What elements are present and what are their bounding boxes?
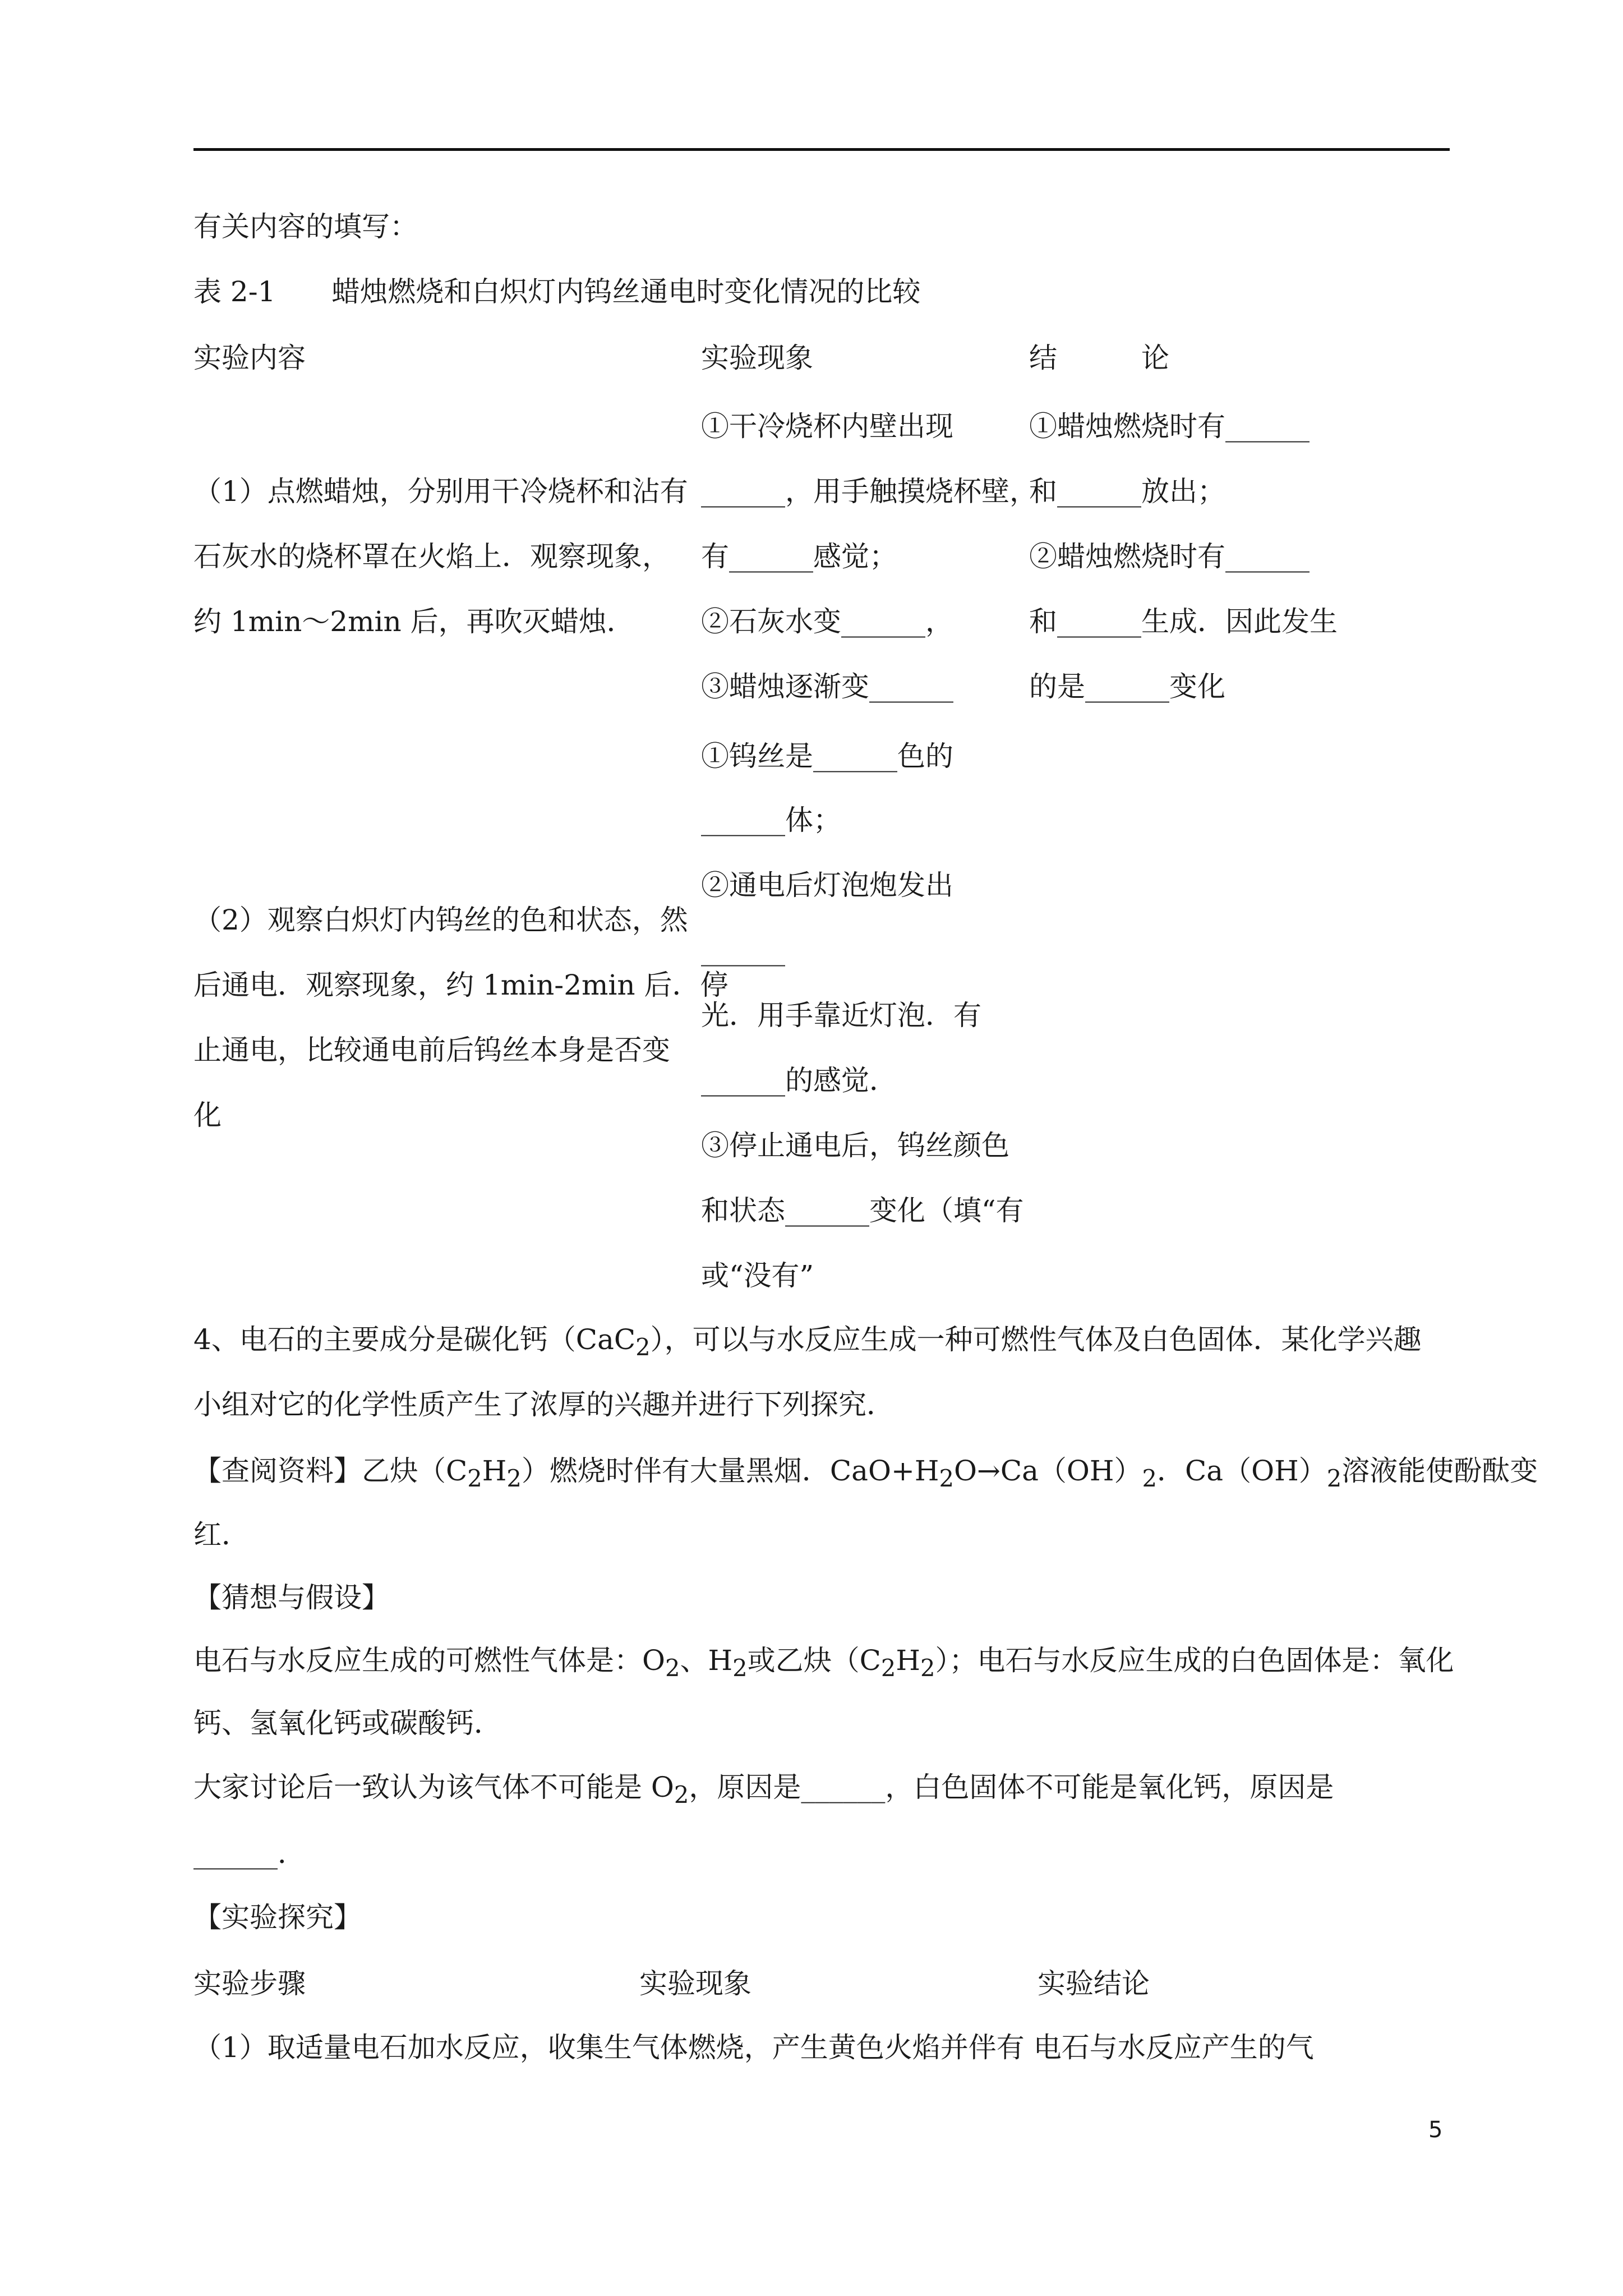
hypothesis-line-2: 钙、氢氧化钙或碳酸钙． [193, 1707, 502, 1740]
reference-line-2: 红． [193, 1519, 250, 1551]
exp-header-conclusion: 实验结论 [1038, 1967, 1150, 2000]
discussion-line-2: ______． [193, 1837, 306, 1870]
row1-phenomenon-line: ②石灰水变______， [701, 605, 953, 638]
row1-phenomenon-line: ③蜡烛逐渐变______ [701, 670, 953, 703]
row2-content-line: （2）观察白炽灯内钨丝的色和状态，然 [193, 904, 688, 936]
row2-phenomenon-line: ______体； [701, 804, 841, 836]
row2-phenomenon-line: 或“没有” [701, 1259, 814, 1292]
header-content: 实验内容 [193, 342, 306, 374]
reference-paragraph: 【查阅资料】乙炔$(C_2H_2)$燃烧时伴有大量黑烟．$CaO+H_2O\to Ca(OH)_2$．$Ca(OH)_2$溶液能使酚酞变 [193, 1455, 1538, 1492]
reference-heading: 【查阅资料】 [193, 1455, 362, 1487]
row1-phenomenon-line: ①干冷烧杯内壁出现 [701, 410, 953, 443]
row2-phenomenon-line: ②通电后灯泡炮发出 [701, 869, 953, 901]
row2-content-line: 化 [193, 1099, 222, 1131]
hypothesis-heading: 【猜想与假设】 [193, 1581, 390, 1614]
experiment-heading: 【实验探究】 [193, 1901, 362, 1934]
intro-text: 有关内容的填写： [193, 210, 418, 243]
exp-row-1: （1）取适量电石加水反应，收集生气体燃烧，产生黄色火焰并伴有 电石与水反应产生的气 [193, 2031, 1314, 2064]
row1-content-line: 石灰水的烧杯罩在火焰上．观察现象， [193, 540, 670, 573]
row2-phenomenon-line: ①钨丝是______色的 [701, 740, 953, 772]
header-phenomenon: 实验现象 [701, 342, 813, 374]
row1-content-line: 约 1min～2min 后，再吹灭蜡烛． [193, 605, 635, 638]
row2-phenomenon-line: ______ [701, 934, 785, 967]
exp-header-phenomenon: 实验现象 [639, 1967, 751, 2000]
row1-conclusion-line: 和______放出； [1029, 475, 1225, 508]
row2-phenomenon-line: ______的感觉． [701, 1064, 897, 1097]
table-caption: 表 2-1 蜡烛燃烧和白炽灯内钨丝通电时变化情况的比较 [193, 275, 921, 308]
row1-conclusion-line: 和______生成．因此发生 [1029, 605, 1338, 638]
q4-line-2: 小组对它的化学性质产生了浓厚的兴趣并进行下列探究． [193, 1388, 895, 1421]
row1-phenomenon-line: ______，用手触摸烧杯壁， [701, 475, 1038, 508]
page-number: 5 [1428, 2117, 1443, 2143]
row1-phenomenon-line: 有______感觉； [701, 540, 897, 573]
row2-content-line: 后通电．观察现象，约 1min-2min 后．停 [193, 969, 728, 1001]
exp-header-steps: 实验步骤 [193, 1967, 306, 2000]
header-rule [193, 148, 1450, 151]
hypothesis-line-1: 电石与水反应生成的可燃性气体是：$O_2$、$H_2$或乙炔$(C_2H_2)$；电石与水反应生成的白色固体是：氧化 [193, 1644, 1454, 1682]
discussion-line-1: 大家讨论后一致认为该气体不可能是 $O_2$，原因是______，白色固体不可能是氧化钙，原因是 [193, 1771, 1334, 1809]
row1-conclusion-line: ②蜡烛燃烧时有______ [1029, 540, 1310, 573]
q4-line-1: 4、电石的主要成分是碳化钙（CaC$_2$），可以与水反应生成一种可燃性气体及白色固体．某化学兴趣 [193, 1323, 1422, 1361]
header-conclusion: 结 论 [1029, 342, 1169, 374]
row2-phenomenon-line: 光．用手靠近灯泡．有 [701, 999, 981, 1032]
row2-content-line: 止通电，比较通电前后钨丝本身是否变 [193, 1034, 670, 1066]
row1-conclusion-line: ①蜡烛燃烧时有______ [1029, 410, 1310, 443]
row1-content-line: （1）点燃蜡烛，分别用干冷烧杯和沾有 [193, 475, 688, 508]
row2-phenomenon-line: 和状态______变化（填“有 [701, 1194, 1024, 1227]
row1-conclusion-line: 的是______变化 [1029, 670, 1225, 703]
row2-phenomenon-line: ③停止通电后，钨丝颜色 [701, 1129, 1009, 1162]
